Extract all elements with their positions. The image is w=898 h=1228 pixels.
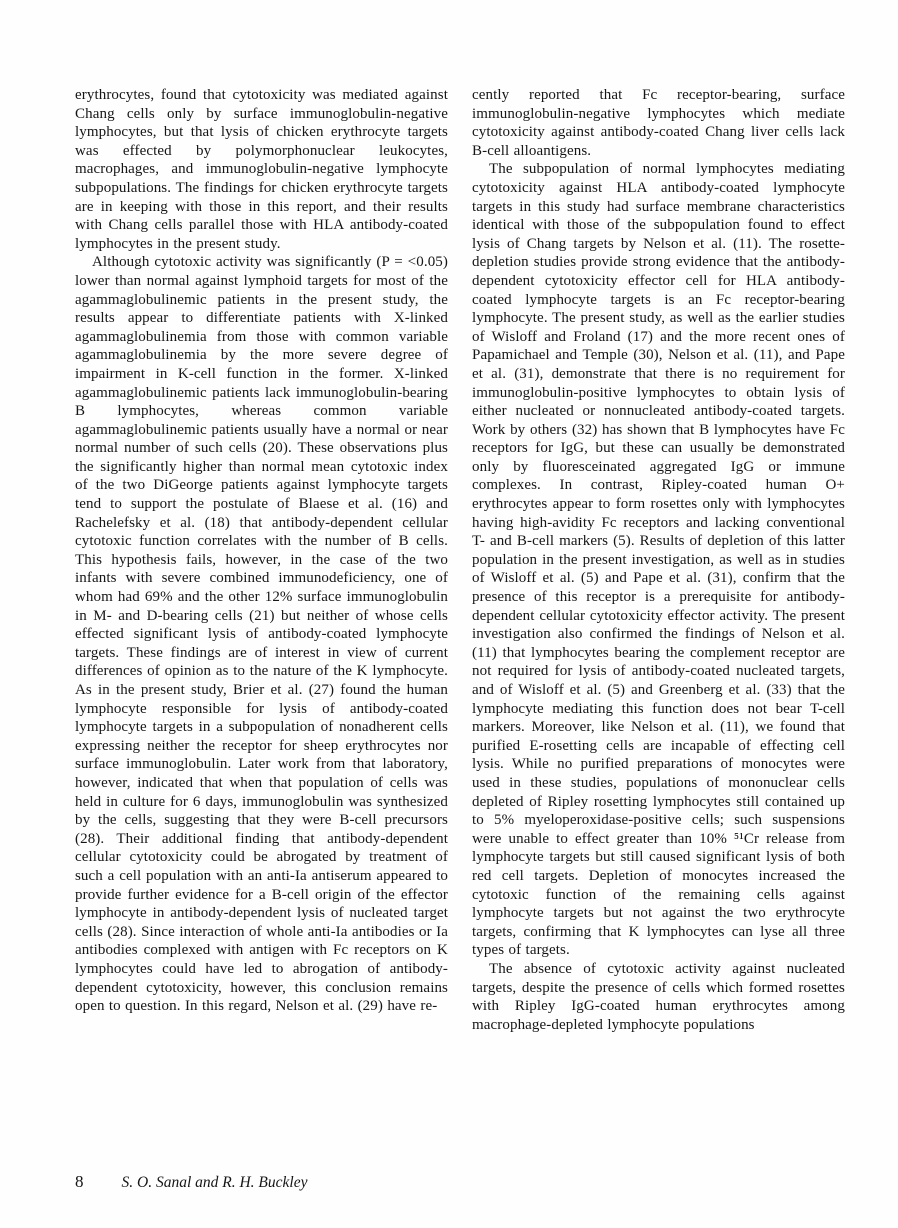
body-paragraph: erythrocytes, found that cytotoxicity was mediated against Chang cells only by surface immunoglobulin-negative lymphocytes, but that lysis of chicken erythrocyte targets was effected by polymorphonuclear leukocytes, macrophages, and immunoglobulin-negative lymphocyte subpopulations. The findings for chicken erythrocyte targets are in keeping with those in this report, and their results with Chang cells parallel those with HLA antibody-coated lymphocytes in the present study. xyxy=(75,87,448,252)
body-paragraph: Although cytotoxic activity was significantly (P = <0.05) lower than normal against lymphoid targets for most of the agammaglobulinemic patients in the present study, the results appear to differentiate patients with X-linked agammaglobulinemia from those with common variable agammaglobulinemia by the more severe degree of impairment in K-cell function in the former. X-linked agammaglobulinemic patients lack immunoglobulin-bearing B lymphocytes, whereas common variable agammaglobulinemic patients usually have a normal or near normal number of such cells (20). These observations plus the significantly higher than normal mean cytotoxic index of the two DiGeorge patients against lymphocyte targets tend to support the postulate of Blaese et al. (16) and Rachelefsky et al. (18) that antibody-dependent cellular cytotoxic function correlates with the number of B cells. This hypothesis fails, however, in the case of the two infants with severe combined immunodeficiency, one of whom had 69% and the other 12% surface immunoglobulin in M- and D-bearing cells (21) but neither of whose cells effected significant lysis of antibody-coated lymphocyte targets. These findings are of interest in view of current differences of opinion as to the nature of the K lymphocyte. As in the present study, Brier et al. (27) found the human lymphocyte responsible for lysis of antibody-coated lymphocyte targets in a subpopulation of nonadherent cells expressing neither the receptor for sheep erythrocytes nor surface immunoglobulin. Later work from that laboratory, however, indicated that when that population of cells was held in culture for 6 days, immunoglobulin was synthesized by the cells, suggesting that they were B-cell precursors (28). Their additional finding that antibody-dependent cellular cytotoxicity could be abrogated by treatment of such a cell population with an anti-Ia antiserum appeared to provide further evidence for a B-cell origin of the effector lymphocyte in antibody-dependent lysis of nucleated target cells (28). Since interaction of whole anti-Ia antibodies or Ia antibodies complexed with antigen with Fc receptors on K lymphocytes could have led to abrogation of antibody-dependent cytotoxicity, however, this conclusion remains open to question. In this regard, Nelson et al. (29) have re- xyxy=(75,254,448,1015)
right-column xyxy=(472,86,845,1034)
page-number: 8 xyxy=(75,1172,84,1191)
running-footer-authors: S. O. Sanal and R. H. Buckley xyxy=(121,1174,308,1191)
body-paragraph: cently reported that Fc receptor-bearing, surface immunoglobulin-negative lymphocytes which mediate cytotoxicity against antibody-coated Chang liver cells lack B-cell alloantigens. xyxy=(472,87,845,159)
text-columns xyxy=(75,86,845,1034)
body-paragraph: The absence of cytotoxic activity against nucleated targets, despite the presence of cells which formed rosettes with Ripley IgG-coated human erythrocytes among macrophage-depleted lymphocyte populations xyxy=(472,960,845,1033)
left-column xyxy=(75,86,448,1034)
body-paragraph: The subpopulation of normal lymphocytes mediating cytotoxicity against HLA antibody-coated lymphocyte targets in this study had surface membrane characteristics identical with those of the subpopulation found to effect lysis of Chang targets by Nelson et al. (11). The rosette-depletion studies provide strong evidence that the antibody-dependent cytotoxicity effector cell for HLA antibody-coated lymphocyte targets is an Fc receptor-bearing lymphocyte. The present study, as well as the earlier studies of Wisloff and Froland (17) and the more recent ones of Papamichael and Temple (30), Nelson et al. (11), and Pape et al. (31), demonstrate that there is no requirement for immunoglobulin-positive lymphocytes to obtain lysis of either nucleated or nonnucleated antibody-coated targets. Work by others (32) has shown that B lymphocytes have Fc receptors for IgG, but these can usually be demonstrated only by fluoresceinated aggregated IgG or immune complexes. In contrast, Ripley-coated human O+ erythrocytes appear to form rosettes only with lymphocytes having high-avidity Fc receptors and lacking conventional T- and B-cell markers (5). Results of depletion of this latter population in the present investigation, as well as in studies of Wisloff et al. (5) and Pape et al. (31), confirm that the presence of this receptor is a prerequisite for antibody-dependent cellular cytotoxicity effector activity. The present investigation also confirmed the findings of Nelson et al. (11) that lymphocytes bearing the complement receptor are not required for lysis of antibody-coated nucleated targets, and of Wisloff et al. (5) and Greenberg et al. (33) that the lymphocyte mediating this function does not bear T-cell markers. Moreover, like Nelson et al. (11), we found that purified E-rosetting cells are incapable of effecting cell lysis. While no purified preparations of monocytes were used in these studies, populations of mononuclear cells depleted of Ripley rosetting lymphocytes still contained up to 5% myeloperoxidase-positive cells; such suspensions were unable to effect greater than 10% ⁵¹Cr release from lymphocyte targets but still caused significant lysis of both red cell targets. Depletion of monocytes increased the cytotoxic function of the remaining cells against lymphocyte targets but not against the two erythrocyte targets, confirming that K lymphocytes can lyse all three types of targets. xyxy=(472,161,845,959)
page-footer xyxy=(75,1172,307,1192)
